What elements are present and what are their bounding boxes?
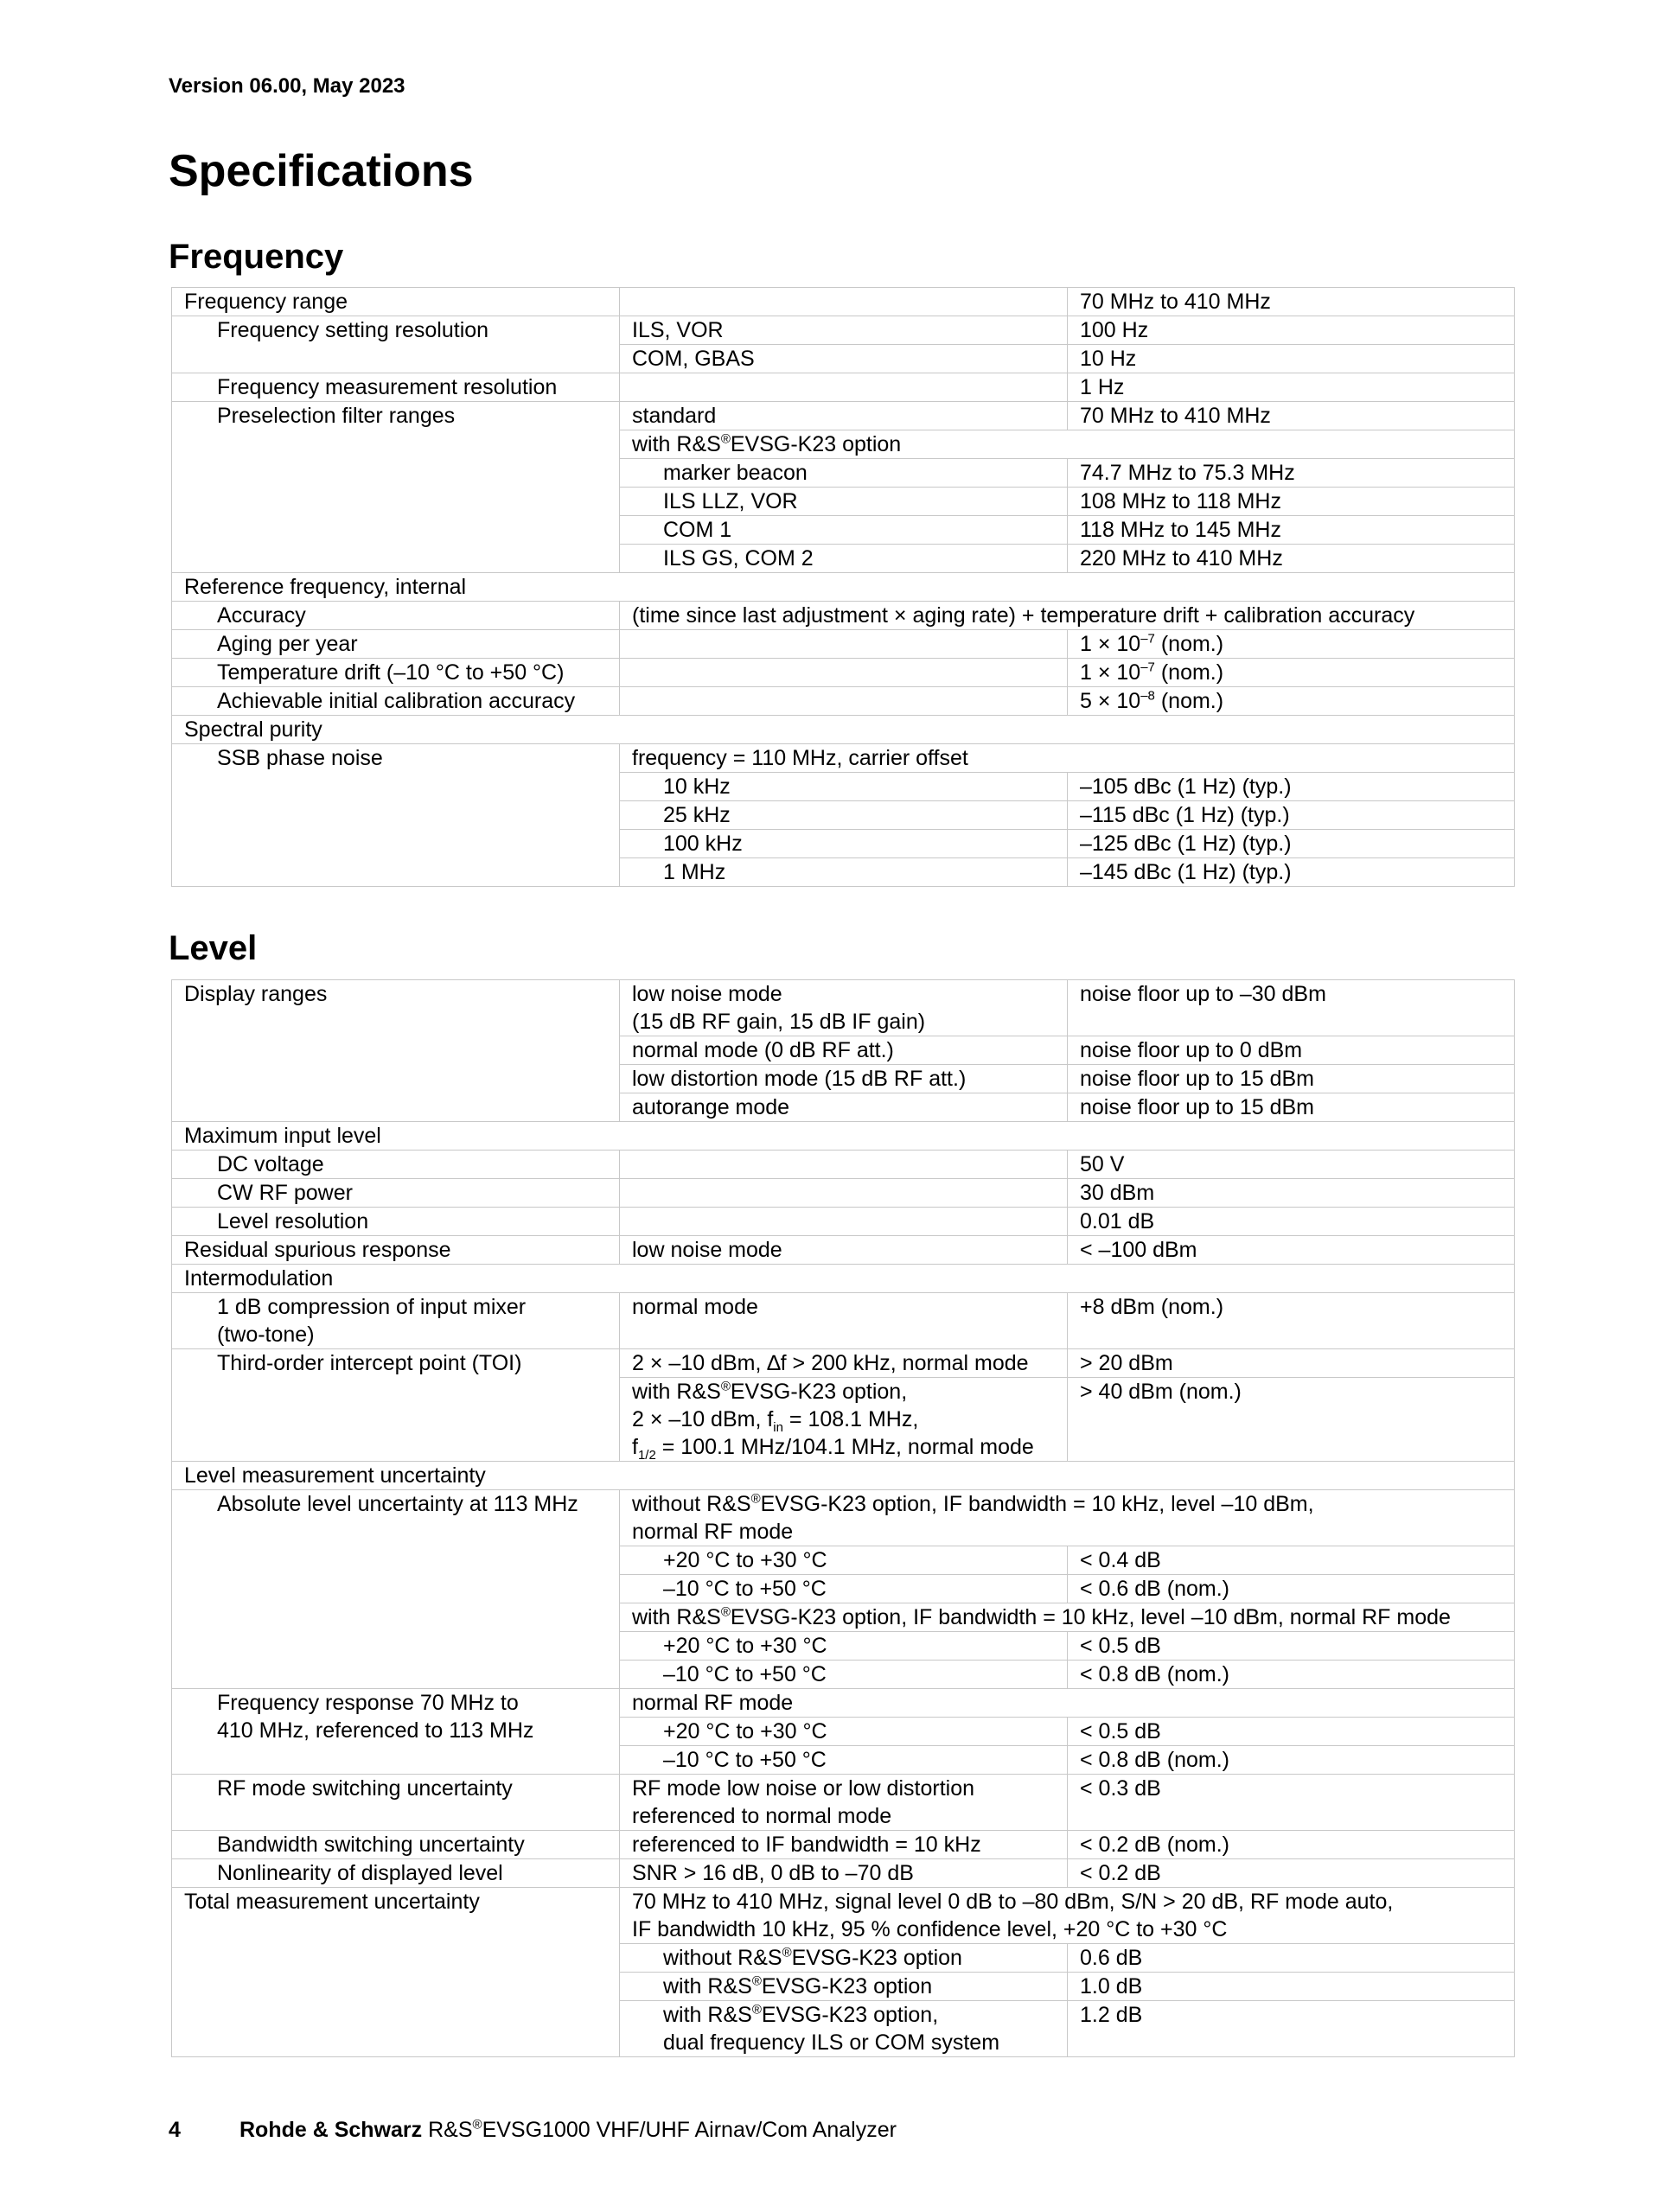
- spec-value: < 0.8 dB (nom.): [1068, 1746, 1515, 1775]
- spec-value: 74.7 MHz to 75.3 MHz: [1068, 459, 1515, 488]
- spec-label: Temperature drift (–10 °C to +50 °C): [172, 659, 620, 687]
- spec-value: $1 \times 10^{-7}$ (nom.): [1068, 659, 1515, 687]
- spec-value: +8 dBm (nom.): [1068, 1293, 1515, 1349]
- spec-value: < 0.5 dB: [1068, 1632, 1515, 1661]
- table-row: [172, 1265, 1515, 1293]
- spec-condition: [620, 373, 1068, 402]
- spec-label: Third-order intercept point (TOI): [172, 1349, 620, 1462]
- spec-label: Display ranges: [172, 980, 620, 1122]
- spec-condition: COM, GBAS: [620, 345, 1068, 373]
- spec-condition: SNR > 16 dB, 0 dB to –70 dB: [620, 1859, 1068, 1888]
- table-row: [172, 288, 1515, 316]
- spec-condition: with R&S®EVSG-K23 option: [620, 430, 1515, 459]
- footer-brand: Rohde & Schwarz: [239, 2118, 423, 2142]
- table-row: [172, 1151, 1515, 1179]
- page-footer: [169, 2118, 897, 2143]
- table-row: [172, 1179, 1515, 1208]
- spec-condition: 70 MHz to 410 MHz, signal level 0 dB to –80 dBm, S/N > 20 dB, RF mode auto, IF bandwidth 10 kHz, 95 % confidence level, +20 °C to +30 °C: [620, 1888, 1515, 1944]
- table-row: [172, 602, 1515, 630]
- spec-label: Frequency range: [172, 288, 620, 316]
- spec-label: Frequency measurement resolution: [172, 373, 620, 402]
- spec-label: RF mode switching uncertainty: [172, 1775, 620, 1831]
- level-heading: Level: [169, 929, 258, 967]
- spec-value: < 0.2 dB: [1068, 1859, 1515, 1888]
- spec-condition: +20 °C to +30 °C: [620, 1718, 1068, 1746]
- spec-label: Accuracy: [172, 602, 620, 630]
- spec-label: CW RF power: [172, 1179, 620, 1208]
- spec-value: –115 dBc (1 Hz) (typ.): [1068, 801, 1515, 830]
- spec-value: –105 dBc (1 Hz) (typ.): [1068, 773, 1515, 801]
- spec-section-label: Level measurement uncertainty: [172, 1462, 1515, 1490]
- table-row: [172, 687, 1515, 716]
- page-title: Specifications: [169, 146, 474, 196]
- spec-condition: ILS, VOR: [620, 316, 1068, 345]
- spec-value: 10 Hz: [1068, 345, 1515, 373]
- table-row: [172, 316, 1515, 345]
- spec-value: 0.01 dB: [1068, 1208, 1515, 1236]
- spec-condition: ILS GS, COM 2: [620, 545, 1068, 573]
- spec-value: 50 V: [1068, 1151, 1515, 1179]
- spec-value: 220 MHz to 410 MHz: [1068, 545, 1515, 573]
- table-row: [172, 1689, 1515, 1718]
- spec-condition: –10 °C to +50 °C: [620, 1575, 1068, 1603]
- spec-condition: 2 × –10 dBm, ∆f > 200 kHz, normal mode: [620, 1349, 1068, 1378]
- spec-condition: with R&S®EVSG-K23 option, 2 × –10 dBm, $f_{in} = 108.1$ MHz, $f_{1/2} = 100.1$ MHz/104.1 MHz, normal mode: [620, 1378, 1068, 1462]
- spec-condition: +20 °C to +30 °C: [620, 1546, 1068, 1575]
- spec-value: < 0.3 dB: [1068, 1775, 1515, 1831]
- spec-condition: (time since last adjustment × aging rate) + temperature drift + calibration accuracy: [620, 602, 1515, 630]
- spec-section-label: Spectral purity: [172, 716, 1515, 744]
- spec-condition: with R&S®EVSG-K23 option, IF bandwidth = 10 kHz, level –10 dBm, normal RF mode: [620, 1603, 1515, 1632]
- spec-condition: low distortion mode (15 dB RF att.): [620, 1065, 1068, 1093]
- spec-condition: COM 1: [620, 516, 1068, 545]
- spec-label: Frequency setting resolution: [172, 316, 620, 373]
- spec-condition: 1 MHz: [620, 858, 1068, 887]
- spec-section-label: Maximum input level: [172, 1122, 1515, 1151]
- spec-condition: [620, 1208, 1068, 1236]
- table-row: [172, 1462, 1515, 1490]
- spec-value: > 20 dBm: [1068, 1349, 1515, 1378]
- page-number: 4: [169, 2118, 181, 2142]
- frequency-heading: Frequency: [169, 238, 344, 276]
- spec-label: Nonlinearity of displayed level: [172, 1859, 620, 1888]
- table-row: [172, 1831, 1515, 1859]
- spec-value: 70 MHz to 410 MHz: [1068, 288, 1515, 316]
- spec-condition: with R&S®EVSG-K23 option, dual frequency ILS or COM system: [620, 2001, 1068, 2057]
- spec-condition: 25 kHz: [620, 801, 1068, 830]
- spec-condition: frequency = 110 MHz, carrier offset: [620, 744, 1515, 773]
- spec-condition: ILS LLZ, VOR: [620, 488, 1068, 516]
- spec-label: 1 dB compression of input mixer (two-tone): [172, 1293, 620, 1349]
- spec-label: Total measurement uncertainty: [172, 1888, 620, 2057]
- spec-condition: [620, 288, 1068, 316]
- spec-condition: RF mode low noise or low distortion referenced to normal mode: [620, 1775, 1068, 1831]
- spec-condition: normal mode (0 dB RF att.): [620, 1036, 1068, 1065]
- table-row: [172, 1293, 1515, 1349]
- frequency-table: [171, 287, 1515, 887]
- spec-condition: –10 °C to +50 °C: [620, 1661, 1068, 1689]
- table-row: [172, 630, 1515, 659]
- spec-value: 118 MHz to 145 MHz: [1068, 516, 1515, 545]
- spec-label: Bandwidth switching uncertainty: [172, 1831, 620, 1859]
- spec-condition: without R&S®EVSG-K23 option, IF bandwidth = 10 kHz, level –10 dBm, normal RF mode: [620, 1490, 1515, 1546]
- spec-condition: with R&S®EVSG-K23 option: [620, 1973, 1068, 2001]
- table-row: [172, 744, 1515, 773]
- spec-value: < 0.4 dB: [1068, 1546, 1515, 1575]
- spec-condition: 10 kHz: [620, 773, 1068, 801]
- spec-section-label: Intermodulation: [172, 1265, 1515, 1293]
- table-row: [172, 1122, 1515, 1151]
- spec-condition: [620, 659, 1068, 687]
- spec-condition: [620, 1179, 1068, 1208]
- table-row: [172, 402, 1515, 430]
- spec-label: Level resolution: [172, 1208, 620, 1236]
- spec-value: < –100 dBm: [1068, 1236, 1515, 1265]
- spec-value: –145 dBc (1 Hz) (typ.): [1068, 858, 1515, 887]
- spec-value: < 0.2 dB (nom.): [1068, 1831, 1515, 1859]
- spec-condition: 100 kHz: [620, 830, 1068, 858]
- spec-value: 100 Hz: [1068, 316, 1515, 345]
- table-row: [172, 1888, 1515, 1944]
- spec-value: 1.0 dB: [1068, 1973, 1515, 2001]
- spec-value: noise floor up to 15 dBm: [1068, 1093, 1515, 1122]
- spec-value: noise floor up to 0 dBm: [1068, 1036, 1515, 1065]
- spec-condition: low noise mode (15 dB RF gain, 15 dB IF gain): [620, 980, 1068, 1036]
- spec-condition: marker beacon: [620, 459, 1068, 488]
- spec-condition: standard: [620, 402, 1068, 430]
- table-row: [172, 573, 1515, 602]
- spec-value: $1 \times 10^{-7}$ (nom.): [1068, 630, 1515, 659]
- spec-value: 108 MHz to 118 MHz: [1068, 488, 1515, 516]
- spec-condition: normal mode: [620, 1293, 1068, 1349]
- spec-value: > 40 dBm (nom.): [1068, 1378, 1515, 1462]
- spec-value: $5 \times 10^{-8}$ (nom.): [1068, 687, 1515, 716]
- table-row: [172, 980, 1515, 1036]
- spec-value: noise floor up to –30 dBm: [1068, 980, 1515, 1036]
- spec-label: Frequency response 70 MHz to 410 MHz, referenced to 113 MHz: [172, 1689, 620, 1775]
- spec-value: noise floor up to 15 dBm: [1068, 1065, 1515, 1093]
- spec-value: –125 dBc (1 Hz) (typ.): [1068, 830, 1515, 858]
- spec-value: 70 MHz to 410 MHz: [1068, 402, 1515, 430]
- table-row: [172, 1490, 1515, 1546]
- table-row: [172, 1775, 1515, 1831]
- spec-label: Residual spurious response: [172, 1236, 620, 1265]
- spec-value: < 0.8 dB (nom.): [1068, 1661, 1515, 1689]
- table-row: [172, 716, 1515, 744]
- spec-label: Achievable initial calibration accuracy: [172, 687, 620, 716]
- table-row: [172, 1349, 1515, 1378]
- table-row: [172, 1859, 1515, 1888]
- footer-product: R&S®EVSG1000 VHF/UHF Airnav/Com Analyzer: [422, 2117, 897, 2142]
- table-row: [172, 373, 1515, 402]
- spec-label: SSB phase noise: [172, 744, 620, 887]
- spec-condition: +20 °C to +30 °C: [620, 1632, 1068, 1661]
- spec-condition: [620, 630, 1068, 659]
- version-label: Version 06.00, May 2023: [169, 74, 405, 98]
- spec-label: Aging per year: [172, 630, 620, 659]
- table-row: [172, 1236, 1515, 1265]
- spec-value: < 0.5 dB: [1068, 1718, 1515, 1746]
- spec-condition: [620, 1151, 1068, 1179]
- spec-label: Preselection filter ranges: [172, 402, 620, 573]
- spec-condition: low noise mode: [620, 1236, 1068, 1265]
- spec-condition: normal RF mode: [620, 1689, 1515, 1718]
- table-row: [172, 1208, 1515, 1236]
- spec-label: DC voltage: [172, 1151, 620, 1179]
- spec-value: 0.6 dB: [1068, 1944, 1515, 1973]
- spec-condition: without R&S®EVSG-K23 option: [620, 1944, 1068, 1973]
- spec-value: 1.2 dB: [1068, 2001, 1515, 2057]
- spec-condition: autorange mode: [620, 1093, 1068, 1122]
- spec-condition: –10 °C to +50 °C: [620, 1746, 1068, 1775]
- spec-label: Absolute level uncertainty at 113 MHz: [172, 1490, 620, 1689]
- table-row: [172, 659, 1515, 687]
- spec-value: 1 Hz: [1068, 373, 1515, 402]
- spec-condition: referenced to IF bandwidth = 10 kHz: [620, 1831, 1068, 1859]
- spec-value: 30 dBm: [1068, 1179, 1515, 1208]
- spec-value: < 0.6 dB (nom.): [1068, 1575, 1515, 1603]
- level-table: [171, 979, 1515, 2057]
- spec-section-label: Reference frequency, internal: [172, 573, 1515, 602]
- spec-condition: [620, 687, 1068, 716]
